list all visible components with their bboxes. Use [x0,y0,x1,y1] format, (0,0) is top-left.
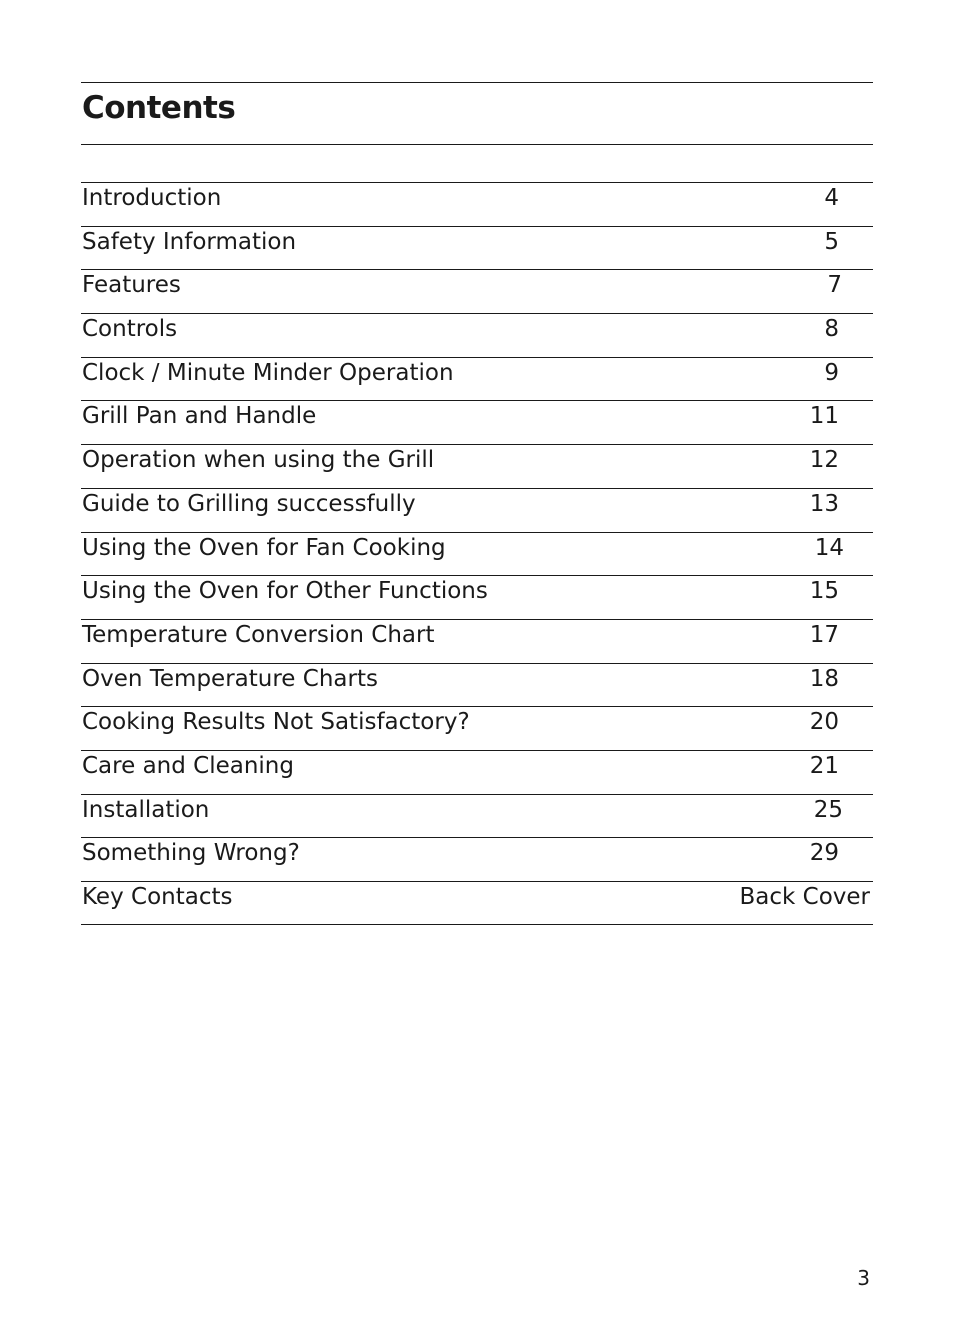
toc-entry-page: 18 [809,665,839,692]
toc-entry-page: 15 [809,578,839,605]
toc-entry-page: 21 [809,752,839,779]
toc-entry[interactable] [81,750,873,794]
toc-entry-label: Using the Oven for Other Functions [82,578,488,605]
toc-entry-page: 8 [824,316,839,343]
toc-entry-label: Using the Oven for Fan Cooking [82,534,446,561]
toc-entry-label: Operation when using the Grill [82,447,435,474]
toc-entry[interactable] [81,488,873,532]
toc-entry[interactable] [81,444,873,488]
toc-entry-label: Controls [82,316,178,343]
toc-entry[interactable] [81,663,873,707]
toc-entry-page: Back Cover [739,884,870,910]
toc-entry-label: Temperature Conversion Chart [82,621,435,648]
title-underline [81,144,873,145]
toc-entry-page: 29 [809,840,839,867]
table-of-contents [81,182,873,925]
toc-entry-page: 4 [824,185,839,211]
toc-entry-label: Oven Temperature Charts [82,665,378,692]
toc-entry[interactable] [81,313,873,357]
toc-entry-page: 20 [809,709,839,736]
toc-entry[interactable] [81,182,873,226]
toc-entry[interactable] [81,269,873,313]
toc-entry[interactable] [81,357,873,401]
toc-entry-label: Guide to Grilling successfully [82,490,416,517]
toc-entry-label: Key Contacts [82,884,233,910]
page-title: Contents [82,90,236,126]
toc-entry[interactable] [81,226,873,270]
toc-entry-label: Safety Information [82,228,297,255]
toc-entry-page: 25 [813,796,843,823]
toc-entry-label: Grill Pan and Handle [82,403,317,430]
toc-entry-page: 13 [809,490,839,517]
toc-entry-label: Features [82,272,181,299]
toc-entry[interactable] [81,881,873,925]
toc-entry-page: 12 [809,447,839,474]
toc-entry-label: Cooking Results Not Satisfactory? [82,709,470,736]
toc-entry-page: 5 [824,228,839,255]
toc-entry[interactable] [81,706,873,750]
toc-entry[interactable] [81,837,873,881]
toc-entry-label: Clock / Minute Minder Operation [82,359,454,386]
toc-entry[interactable] [81,575,873,619]
toc-entry[interactable] [81,532,873,576]
toc-entry[interactable] [81,400,873,444]
toc-entry-page: 17 [809,621,839,648]
toc-entry-page: 14 [814,534,844,561]
toc-entry-label: Installation [82,796,210,823]
toc-entry-label: Introduction [82,185,222,211]
toc-entry-label: Something Wrong? [82,840,300,867]
toc-entry-page: 11 [809,403,839,430]
toc-entry-page: 7 [827,272,842,299]
toc-entry[interactable] [81,794,873,838]
page-number: 3 [857,1266,870,1290]
toc-entry-page: 9 [824,359,839,386]
toc-entry-label: Care and Cleaning [82,752,294,779]
toc-entry[interactable] [81,619,873,663]
top-rule [81,82,873,83]
